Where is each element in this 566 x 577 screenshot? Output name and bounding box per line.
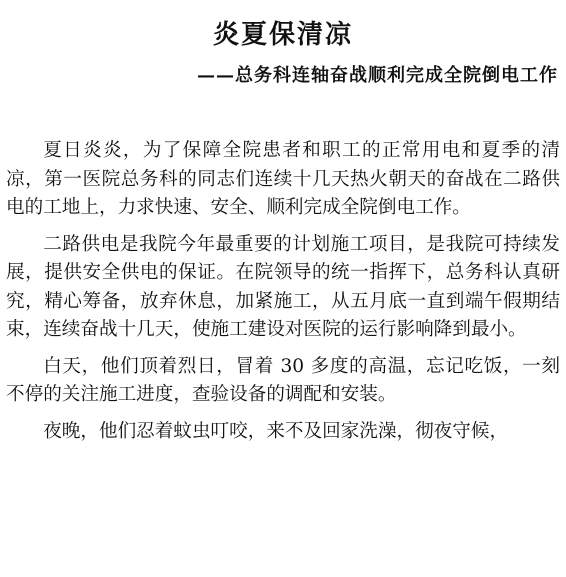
paragraph: 白天，他们顶着烈日，冒着 30 多度的高温，忘记吃饭，一刻不停的关注施工进度，查验设备的调配和安装。	[6, 355, 560, 405]
paragraph: 夏日炎炎，为了保障全院患者和职工的正常用电和夏季的清凉，第一医院总务科的同志们连续十几天热火朝天的奋战在二路供电的工地上，力求快速、安全、顺利完成全院倒电工作。	[6, 140, 560, 218]
article-body	[6, 137, 560, 454]
paragraph: 夜晚，他们忍着蚊虫叮咬，来不及回家洗澡，彻夜守候，	[43, 420, 509, 442]
page-subtitle: ——总务科连轴奋战顺利完成全院倒电工作	[197, 65, 558, 86]
page-title: 炎夏保清凉	[212, 20, 353, 50]
paragraph: 二路供电是我院今年最重要的计划施工项目，是我院可持续发展，提供安全供电的保证。在院领导的统一指挥下，总务科认真研究，精心筹备，放弃休息，加紧施工，从五月底一直到端午假期结束，连续奋战十几天，使施工建设对医院的运行影响降到最小。	[6, 233, 560, 340]
